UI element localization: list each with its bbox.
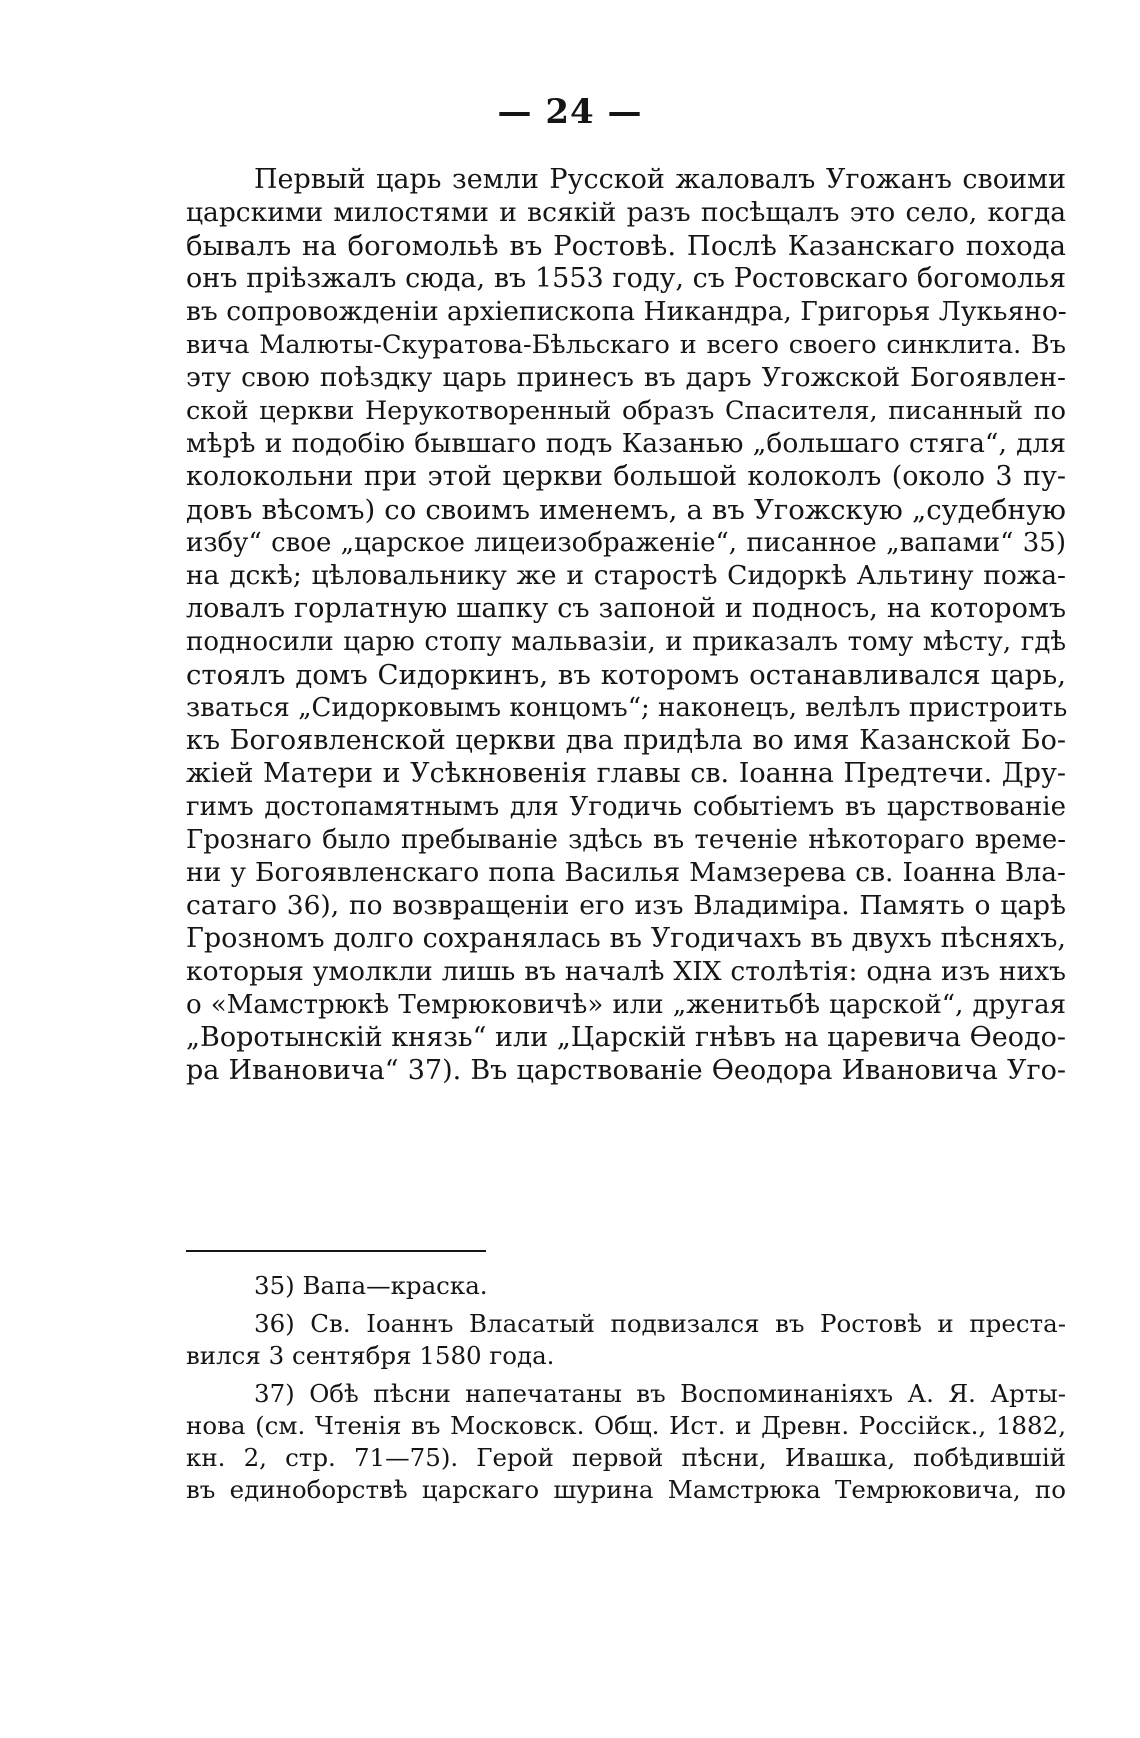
footnote-line: вился 3 сентября 1580 года.: [186, 1341, 555, 1370]
body-text-line: о «Мамстрюкѣ Темрюковичѣ» или „женитьбѣ царской“, другая: [186, 990, 1066, 1020]
body-text-line: на дскѣ; цѣловальнику же и старостѣ Сидоркѣ Альтину пожа-: [186, 560, 1066, 591]
body-text-line: бывалъ на богомольѣ въ Ростовѣ. Послѣ Казанскаго похода: [186, 230, 1066, 262]
body-text-line: подносили царю стопу мальвазіи, и приказалъ тому мѣсту, гдѣ: [186, 627, 1066, 657]
body-text-line: сатаго 36), по возвращеніи его изъ Владиміра. Память о царѣ: [186, 890, 1066, 921]
body-text-line: вича Малюты-Скуратова-Бѣльскаго и всего своего синклита. Въ: [186, 330, 1066, 360]
body-text-line: Первый царь земли Русской жаловалъ Угожанъ своими: [254, 164, 1066, 195]
body-text-line: избу“ свое „царское лицеизображеніе“, писанное „вапами“ 35): [186, 528, 1066, 558]
body-text-line: зваться „Сидорковымъ концомъ“; наконецъ, велѣлъ пристроить: [186, 693, 1068, 723]
footnote-line: 37) Обѣ пѣсни напечатаны въ Воспоминаніяхъ А. Я. Арты-: [254, 1379, 1066, 1408]
page-number: — 24 —: [497, 92, 643, 132]
body-text-line: „Воротынскій князь“ или „Царскій гнѣвъ на царевича Ѳеодо-: [186, 1022, 1066, 1053]
body-text-line: гимъ достопамятнымъ для Угодичь событіемъ въ царствованіе: [186, 792, 1066, 822]
body-text-line: колокольни при этой церкви большой колоколъ (около 3 пу-: [186, 461, 1066, 492]
body-text-line: ловалъ горлатную шапку съ запоной и подносъ, на которомъ: [186, 593, 1066, 624]
footnote-line: нова (см. Чтенія въ Московск. Общ. Ист. и Древн. Россійск., 1882,: [186, 1411, 1066, 1440]
body-text-line: жіей Матери и Усѣкновенія главы св. Іоанна Предтечи. Дру-: [186, 758, 1066, 789]
body-text-line: довъ вѣсомъ) со своимъ именемъ, а въ Угожскую „судебную: [186, 494, 1066, 526]
footnote-line: кн. 2, стр. 71—75). Герой первой пѣсни, Ивашка, побѣдившій: [186, 1443, 1066, 1472]
footnote-line: въ единоборствѣ царскаго шурина Мамстрюка Темрюковича, по: [186, 1475, 1066, 1504]
body-text-line: къ Богоявленской церкви два придѣла во имя Казанской Бо-: [186, 725, 1066, 756]
footnote-separator: [186, 1250, 486, 1252]
body-text-line: эту свою поѣздку царь принесъ въ даръ Угожской Богоявлен-: [186, 362, 1066, 393]
body-text-line: онъ пріѣзжалъ сюда, въ 1553 году, съ Ростовскаго богомолья: [186, 263, 1066, 294]
body-text-line: царскими милостями и всякій разъ посѣщалъ это село, когда: [186, 197, 1066, 228]
body-text-line: Грознаго было пребываніе здѣсь въ теченіе нѣкотораго време-: [186, 825, 1066, 855]
body-text-line: которыя умолкли лишь въ началѣ XIX столѣтія: одна изъ нихъ: [186, 956, 1066, 987]
body-text-line: ни у Богоявленскаго попа Василья Мамзерева св. Іоанна Вла-: [186, 857, 1066, 888]
body-text-line: въ сопровожденіи архіепископа Никандра, Григорья Лукьяно-: [186, 296, 1067, 327]
body-text-line: ра Ивановича“ 37). Въ царствованіе Ѳеодора Ивановича Уго-: [186, 1055, 1066, 1086]
footnote-line: 36) Св. Іоаннъ Власатый подвизался въ Ростовѣ и преста-: [254, 1309, 1066, 1338]
body-text-line: ской церкви Нерукотворенный образъ Спасителя, писанный по: [186, 396, 1066, 426]
footnote-line: 35) Вапа—краска.: [254, 1271, 488, 1300]
body-text-line: Грозномъ долго сохранялась въ Угодичахъ въ двухъ пѣсняхъ,: [186, 923, 1066, 954]
body-text-line: мѣрѣ и подобію бывшаго подъ Казанью „большаго стяга“, для: [186, 428, 1066, 459]
body-text-line: стоялъ домъ Сидоркинъ, въ которомъ останавливался царь,: [186, 659, 1066, 691]
